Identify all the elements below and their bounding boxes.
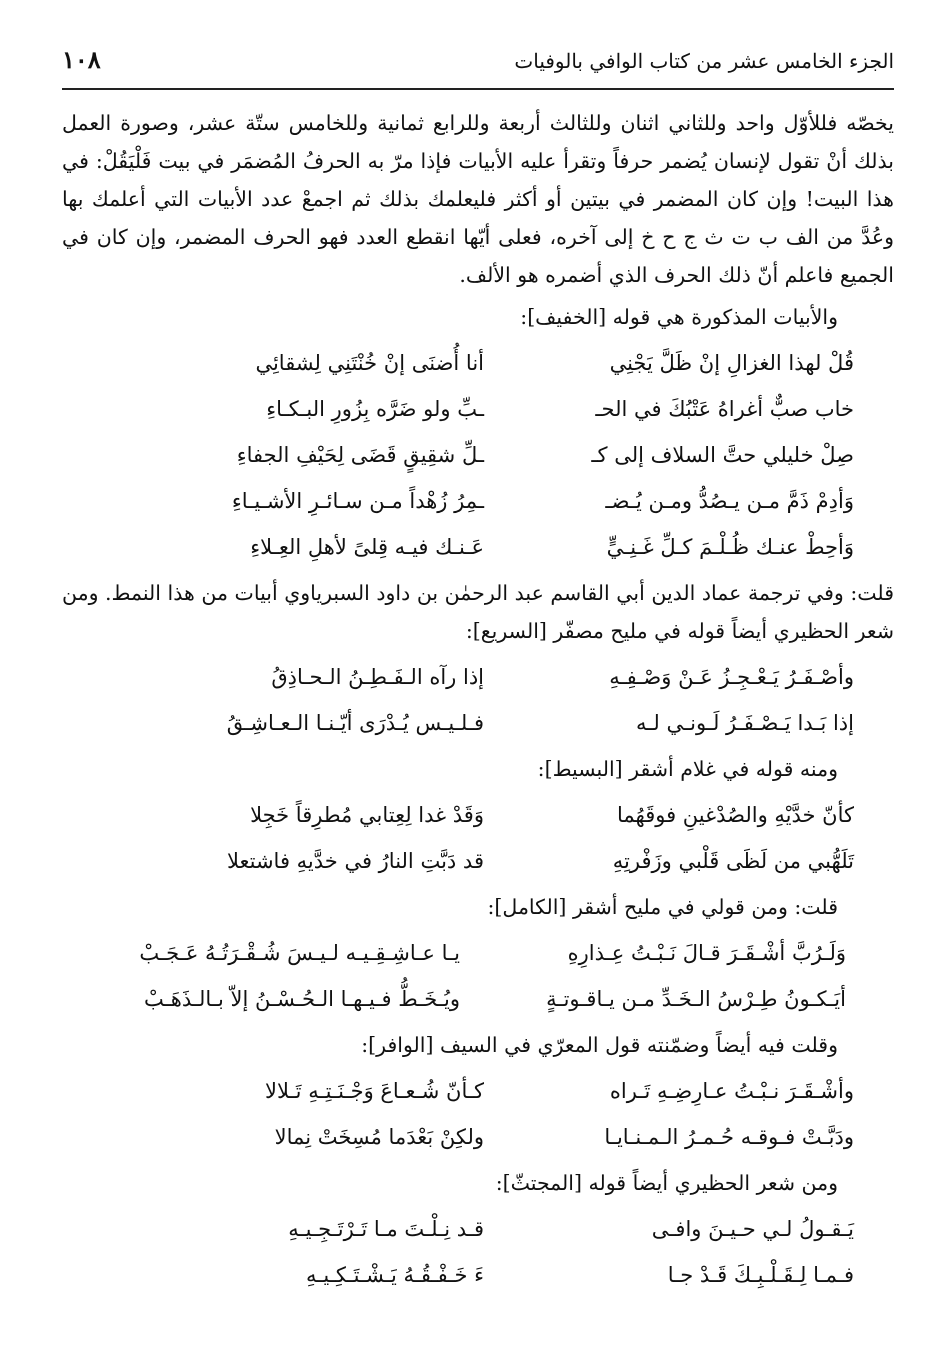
poem-mujtathth	[62, 1206, 894, 1298]
poem-intro-kamil: قلت: ومن قولي في مليح أشقر [الكامل]:	[487, 895, 838, 919]
verse	[62, 930, 894, 976]
verse	[62, 838, 894, 884]
second-hemistich: قـد نِـلْـتَ مـا تَـرْتَـجِـيـهِ	[288, 1217, 484, 1241]
running-title: الجزء الخامس عشر من كتاب الوافي بالوفيات	[514, 49, 894, 73]
poem-kamil	[62, 930, 894, 1022]
running-header	[62, 40, 894, 80]
verse	[62, 478, 894, 524]
second-hemistich: وَقَدْ غدا لِعِتابي مُطرِقاً خَجِلا	[250, 803, 484, 827]
verse	[62, 1068, 894, 1114]
verse	[62, 792, 894, 838]
first-hemistich: إذا بَـدا يَـصْـفَـرُ لَـونـي لـه	[635, 711, 854, 735]
second-hemistich: أنا أُضنَى إنْ خُنْتَنِي لِشقائِي	[255, 351, 484, 375]
second-hemistich: قد دَبَّتِ النارُ في خدَّيهِ فاشتعلا	[226, 849, 484, 873]
poem-sari	[62, 654, 894, 746]
first-hemistich: كأنّ خدَّيْهِ والصُدْغينِ فوقَهُما	[616, 803, 854, 827]
first-hemistich: وَلَـرُبَّ أشْـقَـرَ قـالَ نَـبْـتُ عِـذارِهِ	[567, 941, 846, 965]
first-hemistich: وأشْـقَـرَ نـبْـتُ عـارِضِـهِ تَـراه	[609, 1079, 854, 1103]
first-hemistich: أيَـكـونُ طِـرْسُ الـخَـدِّ مـن يـاقـوتـةٍ	[546, 987, 846, 1011]
verse	[62, 524, 894, 570]
poem-khafif	[62, 340, 894, 570]
poem-intro-khafif: والأبيات المذكورة هي قوله [الخفيف]:	[520, 305, 838, 329]
verse	[62, 976, 894, 1022]
second-hemistich: ويُـخَـطُّ فـيـهـا الـحُـسْـنُ إلاّ بـالـذَهَـبْ	[144, 987, 460, 1011]
poem-basit	[62, 792, 894, 884]
second-hemistich: ءَ خَـفْـقُـهُ يَـشْـتَـكِـيـهِ	[305, 1263, 484, 1287]
book-page	[62, 40, 894, 1302]
opening-paragraph: يخصّه فللأوّل واحد وللثاني اثنان وللثالث أربعة وللرابع ثمانية وللخامس ستّة عشر، وصورة العمل بذلك أنْ تقول لإنسان يُضمر حرفاً وتقرأ عليه الأبيات فإذا مرّ به الحرفُ المُضمَر في بيت فَلْيَقُلْ: في هذا البيت! وإن كان المضمر في بيتين أو أكثر فليعلمك بذلك ثم اجمعْ عدد الأبيات التي أعلمك بها وعُدَّ من الف ب ت ث ج ح خ إلى آخره، فعلى أيّها انقطع العدد فهو الحرف المضمر، وإن كان في الجميع فاعلم أنّ ذلك الحرف الذي أضمره هو الألف.	[62, 111, 894, 287]
verse	[62, 700, 894, 746]
second-hemistich: ـبِّ ولو ضَرَّه بِزُورِ البـكـاءِ	[266, 397, 484, 421]
first-hemistich: وَأحِطْ عنـك ظُـلْـمَ كـلِّ غَـنِـيٍّ	[606, 535, 854, 559]
verse	[62, 432, 894, 478]
verse	[62, 340, 894, 386]
poem-intro-basit: ومنه قوله في غلام أشقر [البسيط]:	[537, 757, 838, 781]
first-hemistich: صِلْ خليلي حتَّ السلاف إلى كـ	[591, 443, 854, 467]
second-hemistich: فـلـيـس يُـدْرَى أيّـنـا الـعـاشِـقُ	[226, 711, 484, 735]
verse	[62, 1114, 894, 1160]
second-hemistich: كـأنّ شُـعـاعَ وَجْـنَـتِـهِ تَـلالا	[265, 1079, 484, 1103]
commentary-paragraph: قلت: وفي ترجمة عماد الدين أبي القاسم عبد الرحمٰن بن داود السبرياوي أبيات من هذا النمط. ومن شعر الحظيري أيضاً قوله في مليح مصفّر [السريع]:	[62, 581, 894, 643]
first-hemistich: تَلَهُّبي من لَظَى قَلْبي وزَفْرتِهِ	[612, 849, 854, 873]
first-hemistich: فـمـا لِـقَـلْـبِـكَ قَـدْ جـا	[667, 1263, 854, 1287]
first-hemistich: خاب صبٌّ أغراهُ عَتْبُكَ في الحـ	[595, 397, 854, 421]
poem-intro-mujtathth: ومن شعر الحظيري أيضاً قوله [المجتثّ]:	[495, 1171, 838, 1195]
page-number: ١٠٨	[62, 45, 101, 74]
poem-wafir	[62, 1068, 894, 1160]
second-hemistich: عَـنـك فيـه قِلىً لأهلِ العِـلاءِ	[250, 535, 484, 559]
first-hemistich: يَـقـولُ لـي حـيـنَ وافـى	[651, 1217, 854, 1241]
first-hemistich: ودَبَّـتْ فـوقـه حُـمـرُ الـمـنـايـا	[604, 1125, 854, 1149]
second-hemistich: إذا رآه الـفَـطِـنُ الـحـاذِقُ	[271, 665, 484, 689]
verse	[62, 1206, 894, 1252]
poem-intro-wafir: وقلت فيه أيضاً وضمّنته قول المعرّي في السيف [الوافر]:	[361, 1033, 838, 1057]
verse	[62, 1252, 894, 1298]
first-hemistich: وَأدِمْ ذَمَّ مـن يـصُدُّ ومـن يُـضـ	[605, 489, 854, 513]
first-hemistich: وأصْـفَـرُ يَـعْـجِـزُ عَـنْ وَصْـفِـهِ	[609, 665, 854, 689]
second-hemistich: ـلِّ شقِيقٍ قَضَى لِحَيْفِ الجفاءِ	[236, 443, 484, 467]
header-rule	[62, 88, 894, 90]
second-hemistich: يـا عـاشِـقِـيـه لـيـسَ شُـقْـرَتُـهُ عَـجَـبْ	[139, 941, 460, 965]
verse	[62, 386, 894, 432]
second-hemistich: ـمِرُ زُهْداً مـن سـائـرِ الأشـيـاءِ	[231, 489, 484, 513]
verse	[62, 654, 894, 700]
first-hemistich: قُلْ لهذا الغزالِ إنْ ظَلَّ يَجْنِي	[609, 351, 854, 375]
second-hemistich: ولكِنْ بَعْدَما مُسِخَتْ نِمالا	[274, 1125, 484, 1149]
